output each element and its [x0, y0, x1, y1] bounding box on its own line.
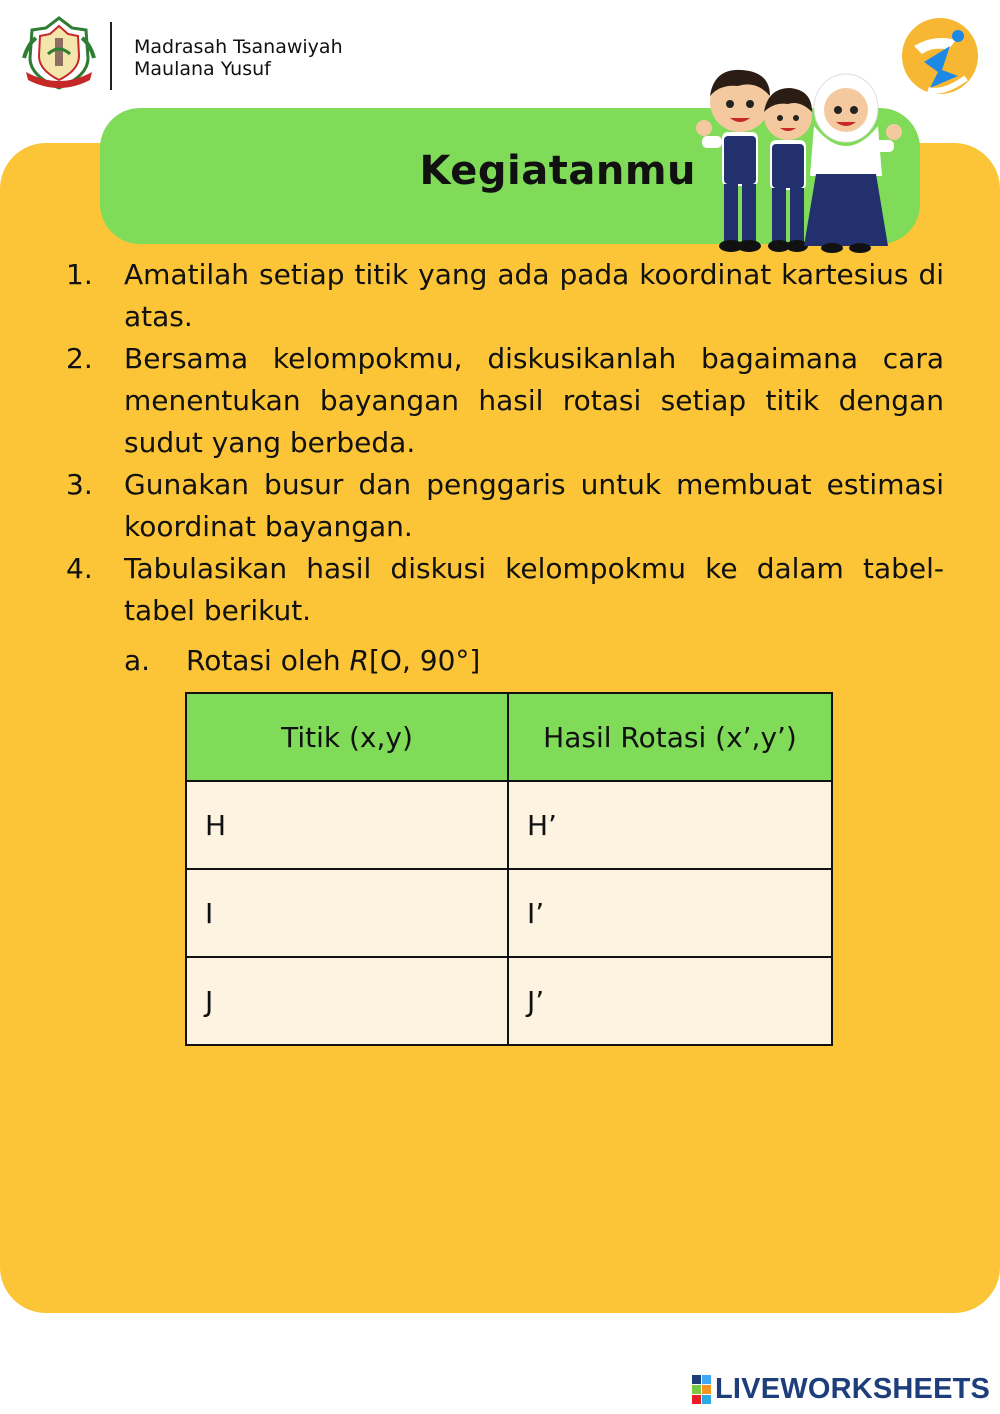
- instruction-text: Bersama kelompokmu, diskusikanlah bagaimana cara menentukan bayangan hasil rotasi setiap titik dengan sudut yang berbeda.: [124, 342, 944, 459]
- school-name-line1: Madrasah Tsanawiyah: [134, 36, 343, 58]
- liveworksheets-grid-icon: [692, 1375, 711, 1404]
- kurikulum-2013-logo: [900, 16, 980, 96]
- school-name: [134, 36, 343, 80]
- cell-point: H: [186, 781, 508, 869]
- sub-item-letter: a.: [124, 644, 151, 677]
- instruction-number: 3.: [66, 468, 93, 501]
- cell-point: J: [186, 957, 508, 1045]
- liveworksheets-brand: LIVEWORKSHEETS: [715, 1372, 991, 1405]
- header-divider: [110, 22, 112, 90]
- column-header-result: Hasil Rotasi (x’,y’): [508, 693, 832, 781]
- banner-title: Kegiatanmu: [419, 148, 696, 194]
- cell-result-input[interactable]: J’: [508, 957, 832, 1045]
- cell-point: I: [186, 869, 508, 957]
- instruction-list: [66, 254, 944, 632]
- sub-item-text-before: Rotasi oleh: [186, 644, 350, 677]
- instruction-number: 2.: [66, 342, 93, 375]
- table-header-row: [186, 693, 832, 781]
- instruction-text: Gunakan busur dan penggaris untuk membuat estimasi koordinat bayangan.: [124, 468, 944, 543]
- instruction-text: Tabulasikan hasil diskusi kelompokmu ke dalam tabel-tabel berikut.: [124, 552, 944, 627]
- table-row: [186, 957, 832, 1045]
- rotation-table: [185, 692, 833, 1046]
- liveworksheets-logo[interactable]: [692, 1374, 990, 1404]
- instruction-item: [66, 464, 944, 548]
- sub-item-text-after: [O, 90°]: [368, 644, 481, 677]
- cell-result-input[interactable]: H’: [508, 781, 832, 869]
- instruction-item: [66, 338, 944, 464]
- instruction-item: [66, 254, 944, 338]
- school-logo: [22, 14, 96, 94]
- instruction-number: 4.: [66, 552, 93, 585]
- instruction-number: 1.: [66, 258, 93, 291]
- students-illustration: [690, 66, 910, 256]
- instruction-item: [66, 548, 944, 632]
- instruction-text: Amatilah setiap titik yang ada pada koordinat kartesius di atas.: [124, 258, 944, 333]
- sub-item-text-italic: R: [349, 644, 369, 677]
- cell-result-input[interactable]: I’: [508, 869, 832, 957]
- table-row: [186, 781, 832, 869]
- school-name-line2: Maulana Yusuf: [134, 58, 271, 80]
- table-row: [186, 869, 832, 957]
- column-header-point: Titik (x,y): [186, 693, 508, 781]
- sub-item-rotation: [124, 640, 480, 682]
